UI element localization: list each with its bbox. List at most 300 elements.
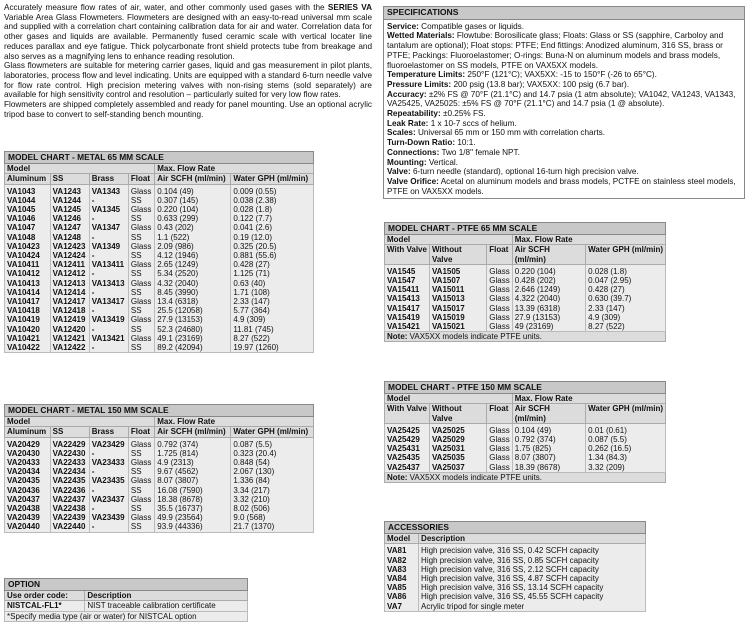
model-code: VA25037 (429, 463, 486, 473)
model-code: VA20434 (5, 467, 51, 476)
accessory-description: Acrylic tripod for single meter (419, 602, 646, 612)
model-code: VA1048 (5, 233, 51, 242)
table-cell: 0.307 (145) (155, 196, 231, 205)
intro-paragraph-1: Accurately measure flow rates of air, water, and other commonly used gases with the SERIES VA Variable Area Glass Flowmeters. Flowmeters are designed with an easy-to-read universal mm scale and supplied with a correlation chart containing calibration data for air and water. Correlation data for other gases and liquids are available. Permanently fused ceramic scale with vertical locater line reduces parallax and eye fatigue. Thick polycarbonate front shield protects tube from breakage and also serves as a magnifying lens to enhance reading resolution. (4, 3, 372, 61)
table-cell: 2.33 (147) (586, 304, 666, 313)
table-cell: 5.77 (364) (231, 306, 314, 315)
table-cell: Glass (487, 294, 512, 303)
table-row (385, 565, 646, 574)
model-code: VA1047 (5, 223, 51, 232)
table-cell: Glass (128, 184, 154, 196)
table-cell: 0.104 (49) (155, 184, 231, 196)
specifications-body (384, 20, 744, 199)
chart-title-row (5, 152, 314, 164)
table-cell: 0.633 (299) (155, 214, 231, 223)
table-row (5, 184, 314, 196)
table-cell: SS (128, 196, 154, 205)
table-row (385, 423, 666, 435)
table-cell: 49.1 (23169) (155, 334, 231, 343)
table-cell: 0.122 (7.7) (231, 214, 314, 223)
table-row (5, 343, 314, 353)
model-code: VA15017 (429, 304, 486, 313)
table-row (385, 304, 666, 313)
model-code: VA15421 (385, 322, 430, 332)
column-header: Aluminum (5, 174, 51, 184)
model-code: VA23429 (89, 437, 128, 449)
metal-65mm-model-chart (4, 151, 314, 353)
table-row (5, 269, 314, 278)
table-cell: 0.038 (2.38) (231, 196, 314, 205)
table-cell: 4.32 (2040) (155, 279, 231, 288)
table-cell: 0.881 (55.6) (231, 251, 314, 260)
table-row (5, 214, 314, 223)
spec-label: Service: (387, 21, 419, 31)
chart-column-header-row (385, 245, 666, 264)
table-cell: 4.9 (309) (586, 313, 666, 322)
table-row (385, 602, 646, 612)
table-row (5, 476, 314, 485)
model-code: VA10417 (5, 297, 51, 306)
table-cell: Glass (128, 242, 154, 251)
model-code: VA12419 (50, 315, 89, 324)
column-header: Float (128, 174, 154, 184)
table-row (385, 285, 666, 294)
table-row (385, 313, 666, 322)
table-cell: 1.1 (522) (155, 233, 231, 242)
table-cell: Glass (487, 264, 512, 276)
model-code: VA20437 (5, 495, 51, 504)
model-code: VA15021 (429, 322, 486, 332)
table-cell: 1.75 (825) (512, 444, 585, 453)
column-header: Float (487, 245, 512, 264)
table-row (5, 504, 314, 513)
table-cell: 9.67 (4562) (155, 467, 231, 476)
chart-column-header-row (385, 404, 666, 423)
chart-title-row (5, 405, 314, 417)
model-code: VA1547 (385, 276, 430, 285)
model-code: - (89, 288, 128, 297)
model-code: - (89, 504, 128, 513)
model-code: VA1349 (89, 242, 128, 251)
model-code: VA22433 (50, 458, 89, 467)
table-cell: SS (128, 233, 154, 242)
table-cell: Glass (487, 322, 512, 332)
chart-column-header-row (5, 174, 314, 184)
chart-group-header-row (385, 394, 666, 404)
spec-item (387, 148, 741, 158)
option-footnote: *Specify media type (air or water) for NISTCAL option (5, 611, 248, 621)
spec-label: Leak Rate: (387, 118, 429, 128)
table-cell: SS (128, 306, 154, 315)
model-code: VA15417 (385, 304, 430, 313)
table-row (5, 334, 314, 343)
table-cell: 5.34 (2520) (155, 269, 231, 278)
model-code: VA1545 (385, 264, 430, 276)
spec-label: Valve Orifice: (387, 176, 439, 186)
chart-column-header-row (5, 427, 314, 437)
table-row (385, 583, 646, 592)
accessory-description: High precision valve, 316 SS, 0.85 SCFH capacity (419, 556, 646, 565)
table-cell: Glass (487, 453, 512, 462)
column-header: Float (487, 404, 512, 423)
table-cell: 11.81 (745) (231, 325, 314, 334)
table-row (5, 325, 314, 334)
table-row (5, 486, 314, 495)
table-cell: 21.7 (1370) (231, 522, 314, 532)
chart-group-header-row (385, 235, 666, 245)
model-code: VA23437 (89, 495, 128, 504)
table-cell: SS (128, 343, 154, 353)
table-cell: 2.09 (986) (155, 242, 231, 251)
table-cell: Glass (128, 279, 154, 288)
table-cell: 0.028 (1.8) (586, 264, 666, 276)
max-flow-group-header: Max. Flow Rate (155, 417, 314, 427)
table-cell: 4.12 (1946) (155, 251, 231, 260)
table-row (5, 449, 314, 458)
column-header: Air SCFH (ml/min) (512, 245, 585, 264)
table-row (385, 574, 646, 583)
table-row (5, 513, 314, 522)
model-code: VA15413 (385, 294, 430, 303)
chart-title: MODEL CHART - PTFE 65 MM SCALE (385, 223, 666, 235)
table-cell: SS (128, 288, 154, 297)
table-cell: SS (128, 251, 154, 260)
table-cell: Glass (128, 513, 154, 522)
table-cell: 0.104 (49) (512, 423, 585, 435)
table-row (5, 297, 314, 306)
model-code: VA12414 (50, 288, 89, 297)
model-code: VA10418 (5, 306, 51, 315)
table-cell: Glass (487, 313, 512, 322)
table-cell: 0.43 (202) (155, 223, 231, 232)
spec-item (387, 177, 741, 196)
model-code: - (89, 233, 128, 242)
table-cell: SS (128, 449, 154, 458)
accessories-col-description: Description (419, 534, 646, 544)
specifications-panel (383, 6, 745, 199)
spec-value: Compatible gases or liquids. (418, 21, 525, 31)
model-code: VA15011 (429, 285, 486, 294)
table-cell: Glass (487, 304, 512, 313)
table-row (5, 522, 314, 532)
spec-label: Accuracy: (387, 89, 427, 99)
model-code: VA10414 (5, 288, 51, 297)
model-code: VA20440 (5, 522, 51, 532)
table-cell: 16.08 (7590) (155, 486, 231, 495)
model-code: VA12420 (50, 325, 89, 334)
spec-label: Valve: (387, 167, 411, 177)
table-cell: 52.3 (24680) (155, 325, 231, 334)
model-code: VA15019 (429, 313, 486, 322)
option-title: OPTION (5, 579, 248, 591)
model-code: VA20435 (5, 476, 51, 485)
table-cell: SS (128, 467, 154, 476)
column-header: Without Valve (429, 245, 486, 264)
model-code: VA25431 (385, 444, 430, 453)
column-header: SS (50, 427, 89, 437)
model-code: VA22430 (50, 449, 89, 458)
model-code: VA12418 (50, 306, 89, 315)
model-code: VA10424 (5, 251, 51, 260)
intro-paragraph-3: Flowmeters are shipped completely assembled and ready for panel mounting. Use an optional acrylic tripod base to convert to self-standing bench mounting. (4, 100, 372, 119)
spec-item (387, 90, 741, 109)
table-row (5, 223, 314, 232)
max-flow-group-header: Max. Flow Rate (512, 235, 665, 245)
model-code: VA83 (385, 565, 419, 574)
option-table (4, 578, 248, 622)
spec-item (387, 70, 741, 80)
column-header: Aluminum (5, 427, 51, 437)
table-cell: 0.848 (54) (231, 458, 314, 467)
spec-item (387, 31, 741, 70)
spec-value: 250°F (121°C); VAX5XX: -15 to 150°F (-26 to 65°C). (465, 70, 657, 80)
model-code: VA1243 (50, 184, 89, 196)
model-code: - (89, 196, 128, 205)
option-col-code: Use order code: (5, 591, 85, 601)
table-cell: 13.39 (6318) (512, 304, 585, 313)
model-code: VA13413 (89, 279, 128, 288)
table-row (385, 592, 646, 601)
table-row (385, 556, 646, 565)
accessories-col-model: Model (385, 534, 419, 544)
table-cell: 3.32 (210) (231, 495, 314, 504)
table-row (5, 437, 314, 449)
chart-title: MODEL CHART - PTFE 150 MM SCALE (385, 382, 666, 394)
model-code: VA12424 (50, 251, 89, 260)
model-code: VA1248 (50, 233, 89, 242)
chart-group-header-row (5, 417, 314, 427)
model-code: VA13417 (89, 297, 128, 306)
model-code: VA85 (385, 583, 419, 592)
model-code: VA12417 (50, 297, 89, 306)
table-row (5, 306, 314, 315)
spec-label: Wetted Materials: (387, 31, 455, 41)
table-row (385, 463, 666, 473)
table-row (5, 495, 314, 504)
model-code: VA1505 (429, 264, 486, 276)
model-code: - (89, 269, 128, 278)
model-code: VA23439 (89, 513, 128, 522)
table-cell: 0.792 (374) (512, 435, 585, 444)
spec-item (387, 22, 741, 32)
note-label: Note: (387, 332, 408, 342)
model-code: VA1347 (89, 223, 128, 232)
option-description: NIST traceable calibration certificate (85, 601, 248, 611)
table-cell: SS (128, 486, 154, 495)
spec-label: Mounting: (387, 157, 427, 167)
note-text: VAX5XX models indicate PTFE units. (407, 332, 543, 342)
chart-note-row (385, 472, 666, 482)
option-code: NISTCAL-FL1* (5, 601, 85, 611)
table-cell: Glass (128, 458, 154, 467)
model-code: VA10419 (5, 315, 51, 324)
table-cell: Glass (128, 437, 154, 449)
spec-value: Flowtube: Borosilicate glass; Floats: Glass or SS (sapphire, Carboloy and tantalum are optional); Float stops: PTFE; End fittings: Anodized aluminum, 316 SS, brass or PTFE; Packings: Fluoroelastomer; O-rings: Buna-N on aluminum models and brass models, fluoroelastomer on SS models, PTFE on VAX5XX models. (387, 31, 724, 70)
spec-item (387, 109, 741, 119)
spec-item (387, 80, 741, 90)
spec-label: Connections: (387, 147, 440, 157)
spec-value: 200 psig (13.8 bar); VAX5XX: 100 psig (6.7 bar). (451, 79, 629, 89)
table-cell: 49 (23169) (512, 322, 585, 332)
model-code: VA25437 (385, 463, 430, 473)
accessory-description: High precision valve, 316 SS, 4.87 SCFH capacity (419, 574, 646, 583)
table-cell: 0.428 (202) (512, 276, 585, 285)
model-code: VA15411 (385, 285, 430, 294)
table-cell: Glass (128, 334, 154, 343)
accessories-table (384, 521, 646, 612)
model-code: VA1244 (50, 196, 89, 205)
model-code: VA25029 (429, 435, 486, 444)
note-text: VAX5XX models indicate PTFE units. (407, 472, 543, 482)
table-cell: 1.725 (814) (155, 449, 231, 458)
table-cell: Glass (128, 205, 154, 214)
accessory-description: High precision valve, 316 SS, 13.14 SCFH capacity (419, 583, 646, 592)
spec-value: Universal 65 mm or 150 mm with correlation charts. (415, 128, 605, 138)
table-cell: 2.65 (1249) (155, 260, 231, 269)
spec-label: Repeatability: (387, 109, 441, 119)
table-cell: 27.9 (13153) (512, 313, 585, 322)
table-cell: 0.428 (27) (586, 285, 666, 294)
model-code: VA22434 (50, 467, 89, 476)
model-code: VA1345 (89, 205, 128, 214)
model-code: VA20439 (5, 513, 51, 522)
column-header: Without Valve (429, 404, 486, 423)
spec-value: ±0.25% FS. (440, 109, 486, 119)
ptfe-65mm-model-chart (384, 222, 666, 342)
column-header: Float (128, 427, 154, 437)
table-cell: 4.9 (309) (231, 315, 314, 324)
model-code: VA22440 (50, 522, 89, 532)
spec-value: Vertical. (426, 157, 458, 167)
model-code: VA25435 (385, 453, 430, 462)
spec-item (387, 167, 741, 177)
model-code: VA1046 (5, 214, 51, 223)
model-code: - (89, 467, 128, 476)
table-cell: SS (128, 325, 154, 334)
model-code: VA22438 (50, 504, 89, 513)
accessories-title: ACCESSORIES (385, 522, 646, 534)
table-cell: 93.9 (44336) (155, 522, 231, 532)
model-code: VA10413 (5, 279, 51, 288)
column-header: Water GPH (ml/min) (231, 174, 314, 184)
metal-150mm-model-chart (4, 404, 314, 533)
accessory-description: High precision valve, 316 SS, 0.42 SCFH capacity (419, 544, 646, 556)
column-header: Brass (89, 427, 128, 437)
model-code: VA13419 (89, 315, 128, 324)
model-code: VA12412 (50, 269, 89, 278)
model-code: VA20433 (5, 458, 51, 467)
model-group-header: Model (5, 164, 155, 174)
table-cell: SS (128, 504, 154, 513)
table-cell: 8.02 (506) (231, 504, 314, 513)
table-cell: Glass (128, 476, 154, 485)
table-cell: 9.0 (568) (231, 513, 314, 522)
model-code: VA25035 (429, 453, 486, 462)
model-code: VA25425 (385, 423, 430, 435)
spec-label: Scales: (387, 128, 416, 138)
model-code: VA23433 (89, 458, 128, 467)
table-cell: 0.01 (0.61) (586, 423, 666, 435)
table-cell: 0.630 (39.7) (586, 294, 666, 303)
spec-item (387, 128, 741, 138)
model-code: VA25031 (429, 444, 486, 453)
table-cell: 27.9 (13153) (155, 315, 231, 324)
table-cell: 0.262 (16.5) (586, 444, 666, 453)
table-cell: Glass (128, 223, 154, 232)
table-cell: 4.9 (2313) (155, 458, 231, 467)
spec-item (387, 158, 741, 168)
spec-value: Two 1/8" female NPT. (439, 147, 520, 157)
table-cell: 0.323 (20.4) (231, 449, 314, 458)
table-cell: Glass (128, 495, 154, 504)
table-cell: Glass (128, 260, 154, 269)
table-cell: 18.38 (8678) (155, 495, 231, 504)
model-code: VA13411 (89, 260, 128, 269)
table-cell: 1.34 (84.3) (586, 453, 666, 462)
model-code: VA22439 (50, 513, 89, 522)
model-code: VA12423 (50, 242, 89, 251)
table-cell: 8.07 (3807) (155, 476, 231, 485)
model-code: VA1044 (5, 196, 51, 205)
model-code: VA15419 (385, 313, 430, 322)
model-code: VA84 (385, 574, 419, 583)
table-cell: Glass (487, 444, 512, 453)
spec-value: Acetal on aluminum models and brass models, PCTFE on stainless steel models, PTFE on VAX5XX models. (387, 176, 736, 196)
model-code: VA10411 (5, 260, 51, 269)
model-code: VA12413 (50, 279, 89, 288)
column-header: Air SCFH (ml/min) (512, 404, 585, 423)
column-header: SS (50, 174, 89, 184)
table-cell: 35.5 (16737) (155, 504, 231, 513)
column-header: Brass (89, 174, 128, 184)
model-code: VA23435 (89, 476, 128, 485)
table-cell: 8.45 (3990) (155, 288, 231, 297)
table-cell: 89.2 (42094) (155, 343, 231, 353)
series-name: SERIES VA (327, 3, 372, 12)
column-header: With Valve (385, 245, 430, 264)
chart-title: MODEL CHART - METAL 150 MM SCALE (5, 405, 314, 417)
spec-item (387, 138, 741, 148)
chart-title-row (385, 223, 666, 235)
chart-title-row (385, 382, 666, 394)
accessory-description: High precision valve, 316 SS, 2.12 SCFH capacity (419, 565, 646, 574)
spec-label: Pressure Limits: (387, 79, 452, 89)
table-cell: 3.34 (217) (231, 486, 314, 495)
column-header: Water GPH (ml/min) (586, 245, 666, 264)
model-code: VA22436 (50, 486, 89, 495)
model-group-header: Model (385, 394, 513, 404)
chart-title: MODEL CHART - METAL 65 MM SCALE (5, 152, 314, 164)
spec-value: 10:1. (455, 138, 476, 148)
table-cell: Glass (487, 276, 512, 285)
spec-value: ±2% FS @ 70°F (21.1°C) and 14.7 psia (1 atm absolute); VA1042, VA1243, VA1343, VA25425, VA25025: ±5% FS @ 70°F (21.1°C) and 14.7 psia (1 @ absolute). (387, 89, 736, 109)
model-code: VA1246 (50, 214, 89, 223)
model-code: - (89, 522, 128, 532)
model-code: VA12421 (50, 334, 89, 343)
table-cell: 8.07 (3807) (512, 453, 585, 462)
table-cell: Glass (487, 435, 512, 444)
table-cell: 1.125 (71) (231, 269, 314, 278)
model-code: VA20438 (5, 504, 51, 513)
table-row (5, 260, 314, 269)
model-code: VA22437 (50, 495, 89, 504)
model-code: - (89, 343, 128, 353)
model-code: - (89, 449, 128, 458)
model-code: VA10421 (5, 334, 51, 343)
table-row (5, 205, 314, 214)
table-cell: 0.428 (27) (231, 260, 314, 269)
model-code: VA86 (385, 592, 419, 601)
